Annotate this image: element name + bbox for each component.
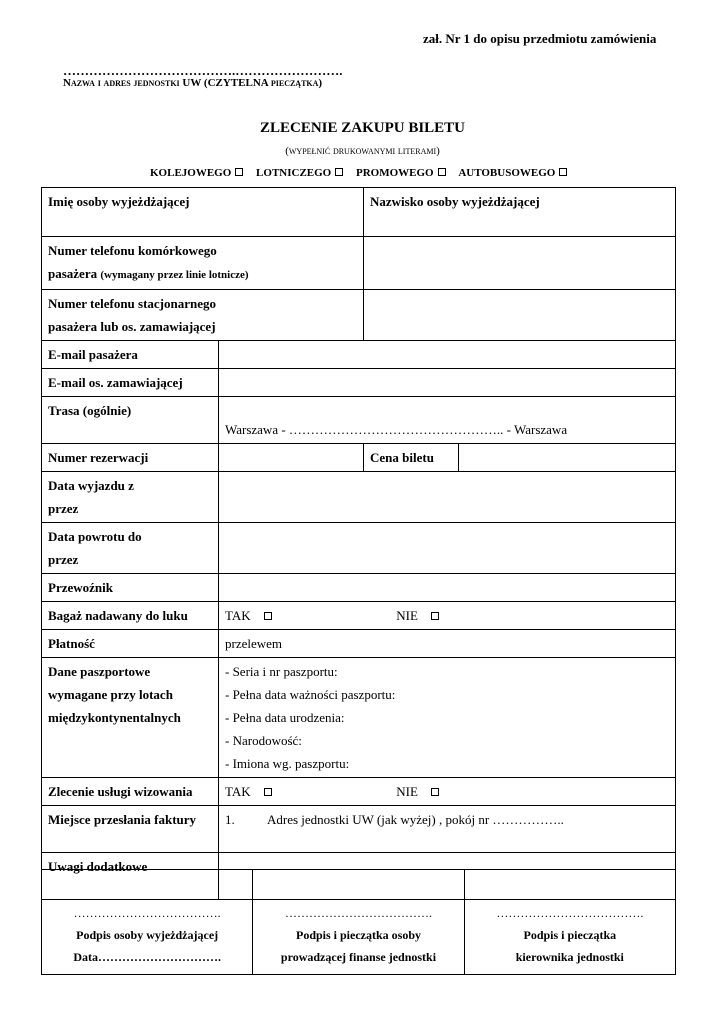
visa-yes-label: TAK xyxy=(225,784,251,799)
option-air-label: LOTNICZEGO xyxy=(256,167,332,179)
mobile-label-line2 xyxy=(48,262,357,287)
unit-caption-readable: (CZYTELNA xyxy=(203,77,269,89)
departure-label-line1: Data wyjazdu z xyxy=(48,478,134,493)
landline-label-line2: pasażera lub os. zamawiającej xyxy=(48,319,216,334)
unit-caption-name: Nazwa i adres jednostki UW xyxy=(63,77,202,89)
option-ferry[interactable] xyxy=(356,167,446,179)
baggage-no[interactable] xyxy=(396,608,439,623)
signature-traveler-date: Data…………………………. xyxy=(73,950,221,964)
table-row xyxy=(42,397,676,444)
landline-label xyxy=(42,290,364,341)
table-row xyxy=(42,188,676,237)
table-row xyxy=(42,369,676,397)
invoice-value: Adres jednostki UW (jak wyżej) , pokój nr …………….. xyxy=(267,812,564,827)
unit-dots: ………………………………….……………………. xyxy=(63,63,343,78)
route-label: Trasa (ogólnie) xyxy=(42,397,219,444)
page-subtitle: (wypełnić drukowanymi literami) xyxy=(285,145,440,157)
table-row xyxy=(42,778,676,806)
signature-traveler[interactable] xyxy=(42,870,253,975)
passport-label-line3: międzykontynentalnych xyxy=(48,710,181,725)
checkbox-rail[interactable] xyxy=(235,168,243,176)
landline-field[interactable] xyxy=(364,290,676,341)
table-row xyxy=(42,658,676,778)
carrier-label: Przewoźnik xyxy=(42,574,219,602)
invoice-number: 1. xyxy=(225,812,235,827)
checkbox-ferry[interactable] xyxy=(438,168,446,176)
table-row xyxy=(42,630,676,658)
visa-yes[interactable] xyxy=(225,780,393,803)
price-label: Cena biletu xyxy=(364,444,459,472)
visa-no-label: NIE xyxy=(396,784,418,799)
email-passenger-label: E-mail pasażera xyxy=(42,341,219,369)
return-label-line2: przez xyxy=(48,552,79,567)
signature-head[interactable] xyxy=(464,870,675,975)
birth-date-field[interactable]: - Pełna data urodzenia: xyxy=(225,710,345,725)
visa-field xyxy=(219,778,676,806)
invoice-label: Miejsce przesłania faktury xyxy=(42,806,219,853)
mobile-label xyxy=(42,237,364,290)
table-row xyxy=(42,341,676,369)
return-label-line1: Data powrotu do xyxy=(48,529,142,544)
unit-caption-stamp: pieczątka) xyxy=(270,77,323,89)
checkbox-baggage-yes[interactable] xyxy=(264,612,272,620)
reservation-label: Numer rezerwacji xyxy=(42,444,219,472)
table-row xyxy=(42,523,676,574)
ticket-type-options xyxy=(150,167,567,179)
mobile-label-note: (wymagany przez linie lotnicze) xyxy=(100,269,249,281)
option-bus-label: AUTOBUSOWEGO xyxy=(458,167,556,179)
option-air[interactable] xyxy=(256,167,343,179)
baggage-no-label: NIE xyxy=(396,608,418,623)
table-row xyxy=(42,237,676,290)
signature-finance-label2: prowadzącej finanse jednostki xyxy=(280,950,437,964)
signature-finance-label1: Podpis i pieczątka osoby xyxy=(295,928,421,942)
baggage-field xyxy=(219,602,676,630)
invoice-field[interactable] xyxy=(219,806,676,853)
price-field[interactable] xyxy=(459,444,676,472)
baggage-yes-label: TAK xyxy=(225,608,251,623)
carrier-field[interactable] xyxy=(219,574,676,602)
attachment-note: zał. Nr 1 do opisu przedmiotu zamówienia xyxy=(423,31,657,46)
unit-caption xyxy=(63,77,322,89)
baggage-label: Bagaż nadawany do luku xyxy=(42,602,219,630)
checkbox-visa-no[interactable] xyxy=(431,788,439,796)
option-bus[interactable] xyxy=(458,167,567,179)
mobile-field[interactable] xyxy=(364,237,676,290)
landline-label-line1: Numer telefonu stacjonarnego xyxy=(48,296,217,311)
signature-head-dots: ………………………………. xyxy=(496,906,644,920)
table-row xyxy=(42,472,676,523)
return-field[interactable] xyxy=(219,523,676,574)
signature-traveler-label: Podpis osoby wyjeżdżającej xyxy=(76,928,219,942)
signature-table xyxy=(41,869,676,975)
email-orderer-field[interactable] xyxy=(219,369,676,397)
order-form-table xyxy=(41,187,676,900)
reservation-field[interactable] xyxy=(219,444,364,472)
signature-finance[interactable] xyxy=(253,870,464,975)
payment-value: przelewem xyxy=(219,630,676,658)
email-passenger-field[interactable] xyxy=(219,341,676,369)
passport-expiry-field[interactable]: - Pełna data ważności paszportu: xyxy=(225,687,396,702)
table-row xyxy=(42,290,676,341)
signature-finance-dots: ………………………………. xyxy=(284,906,432,920)
visa-label: Zlecenie usługi wizowania xyxy=(42,778,219,806)
table-row xyxy=(42,602,676,630)
departure-field[interactable] xyxy=(219,472,676,523)
mobile-label-passenger: pasażera xyxy=(48,266,98,281)
passport-label-line2: wymagane przy lotach xyxy=(48,687,173,702)
notes-label: Uwagi dodatkowe xyxy=(42,853,219,900)
passport-number-field[interactable]: - Seria i nr paszportu: xyxy=(225,664,338,679)
option-ferry-label: PROMOWEGO xyxy=(355,167,434,179)
visa-no[interactable] xyxy=(396,784,439,799)
table-row xyxy=(42,574,676,602)
signature-head-label2: kierownika jednostki xyxy=(515,950,624,964)
route-field[interactable]: Warszawa - ………………………………………….. - Warszawa xyxy=(219,397,676,444)
checkbox-bus[interactable] xyxy=(559,168,567,176)
departure-label xyxy=(42,472,219,523)
return-label xyxy=(42,523,219,574)
option-rail-label: KOLEJOWEGO xyxy=(150,167,232,179)
departure-label-line2: przez xyxy=(48,501,79,516)
first-name-label: Imię osoby wyjeżdżającej xyxy=(42,188,364,237)
mobile-label-line1: Numer telefonu komórkowego xyxy=(48,243,217,258)
passport-label-line1: Dane paszportowe xyxy=(48,664,151,679)
nationality-field[interactable]: - Narodowość: xyxy=(225,733,302,748)
checkbox-baggage-no[interactable] xyxy=(431,612,439,620)
checkbox-visa-yes[interactable] xyxy=(264,788,272,796)
last-name-label: Nazwisko osoby wyjeżdżającej xyxy=(364,188,676,237)
checkbox-air[interactable] xyxy=(335,168,343,176)
signature-head-label1: Podpis i pieczątka xyxy=(523,928,617,942)
option-rail[interactable] xyxy=(150,167,243,179)
passport-label xyxy=(42,658,219,778)
payment-label: Płatność xyxy=(42,630,219,658)
page-title: ZLECENIE ZAKUPU BILETU xyxy=(259,120,466,136)
email-orderer-label: E-mail os. zamawiającej xyxy=(42,369,219,397)
baggage-yes[interactable] xyxy=(225,604,393,627)
passport-fields xyxy=(219,658,676,778)
signature-traveler-dots: ………………………………. xyxy=(73,906,221,920)
passport-names-field[interactable]: - Imiona wg. paszportu: xyxy=(225,756,350,771)
table-row xyxy=(42,444,676,472)
table-row xyxy=(42,806,676,853)
